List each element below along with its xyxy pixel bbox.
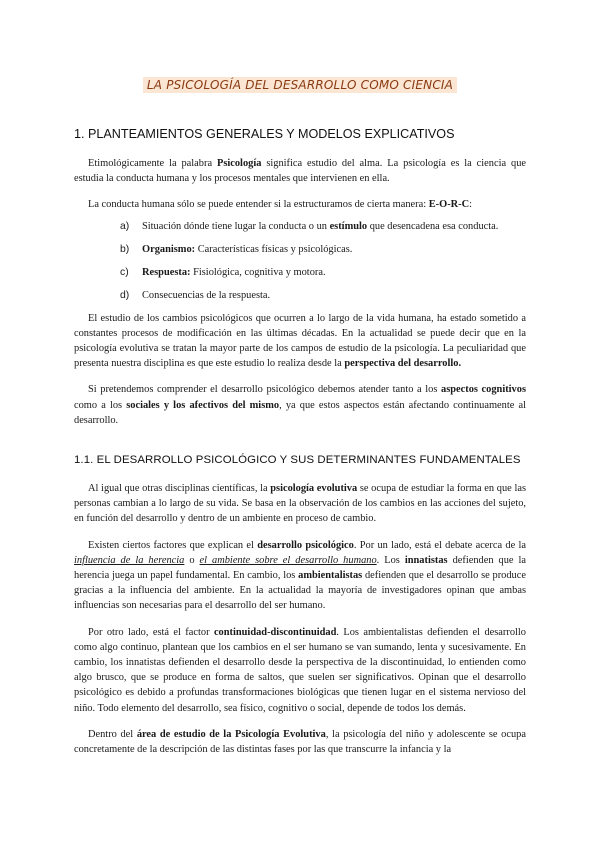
paragraph-continuity: Por otro lado, está el factor continuidad-discontinuidad. Los ambientalistas defienden el desarrollo como algo continuo, plantean que los cambios en el ser humano se van sumando, lenta y sucesivamente. En cambio, los innatistas defienden el desarrollo desde la perspectiva de la discontinuidad, lo entienden como algo brusco, que se produce en forma de saltos, que suelen ser significativos. Opinan que el desarrollo psicológico es debido a profundas transformaciones biológicas que tienen lugar en el sistema nervioso del niño. Todo elemento del desarrollo, sea físico, cognitivo o social, depende de todos los demás. — [74, 626, 527, 714]
paragraph-factors: Existen ciertos factores que explican el desarrollo psicológico. Por un lado, está el debate acerca de la influencia de la herencia o el ambiente sobre el desarrollo humano. Los innatistas defienden que la herencia juega un papel fundamental. En cambio, los ambientalistas defienden que el desarrollo se produce gracias a la influencia del ambiente. En la actualidad la mayoría de investigadores opinan que ambas influencias son necesarias para el desarrollo del ser humano. — [74, 539, 527, 612]
section-heading-1-1: 1.1. EL DESARROLLO PSICOLÓGICO Y SUS DETERMINANTES FUNDAMENTALES — [74, 454, 521, 467]
document-title: LA PSICOLOGÍA DEL DESARROLLO COMO CIENCIA — [143, 77, 457, 93]
list-item: a) Situación dónde tiene lugar la conducta o un estímulo que desencadena esa conducta. — [120, 220, 499, 232]
list-item: d) Consecuencias de la respuesta. — [120, 289, 271, 301]
section-heading-1: 1. PLANTEAMIENTOS GENERALES Y MODELOS EXPLICATIVOS — [74, 127, 455, 141]
paragraph-psychological-changes: El estudio de los cambios psicológicos que ocurren a lo largo de la vida humana, ha estado sometido a constantes procesos de modificación en las últimas décadas. En la actualidad se puede decir que en la psicología evolutiva se tratan la mayor parte de los campos de estudio de la psicología. La peculiaridad que presenta nuestra disciplina es que este estudio lo realiza desde la perspectiva del desarrollo. — [74, 312, 526, 370]
paragraph-eorc: La conducta humana sólo se puede entender si la estructuramos de cierta manera: E-O-R-C: — [88, 199, 473, 211]
list-item: b) Organismo: Características físicas y psicológicas. — [120, 243, 353, 255]
title-block — [74, 0, 526, 94]
eorc-list — [74, 219, 526, 303]
paragraph-study-area: Dentro del área de estudio de la Psicología Evolutiva, la psicología del niño y adolescente se ocupa concretamente de la descripción de las distintas fases por las que transcurre la infancia y la — [74, 728, 526, 756]
paragraph-aspects: Si pretendemos comprender el desarrollo psicológico debemos atender tanto a los aspectos cognitivos como a los sociales y los afectivos del mismo, ya que estos aspectos están afectando continuamente al desarrollo. — [74, 384, 526, 426]
paragraph-etymology: Etimológicamente la palabra Psicología significa estudio del alma. La psicología es la ciencia que estudia la conducta humana y los procesos mentales que intervienen en ella. — [74, 158, 526, 185]
paragraph-evolutive-psychology: Al igual que otras disciplinas científicas, la psicología evolutiva se ocupa de estudiar la forma en que las personas cambian a lo largo de su vida. Se basa en la observación de los cambios en las acciones del sujeto, en función del desarrollo y dentro de un ambiente en proceso de cambio. — [74, 483, 526, 525]
list-item: c) Respuesta: Fisiológica, cognitiva y motora. — [120, 266, 326, 278]
